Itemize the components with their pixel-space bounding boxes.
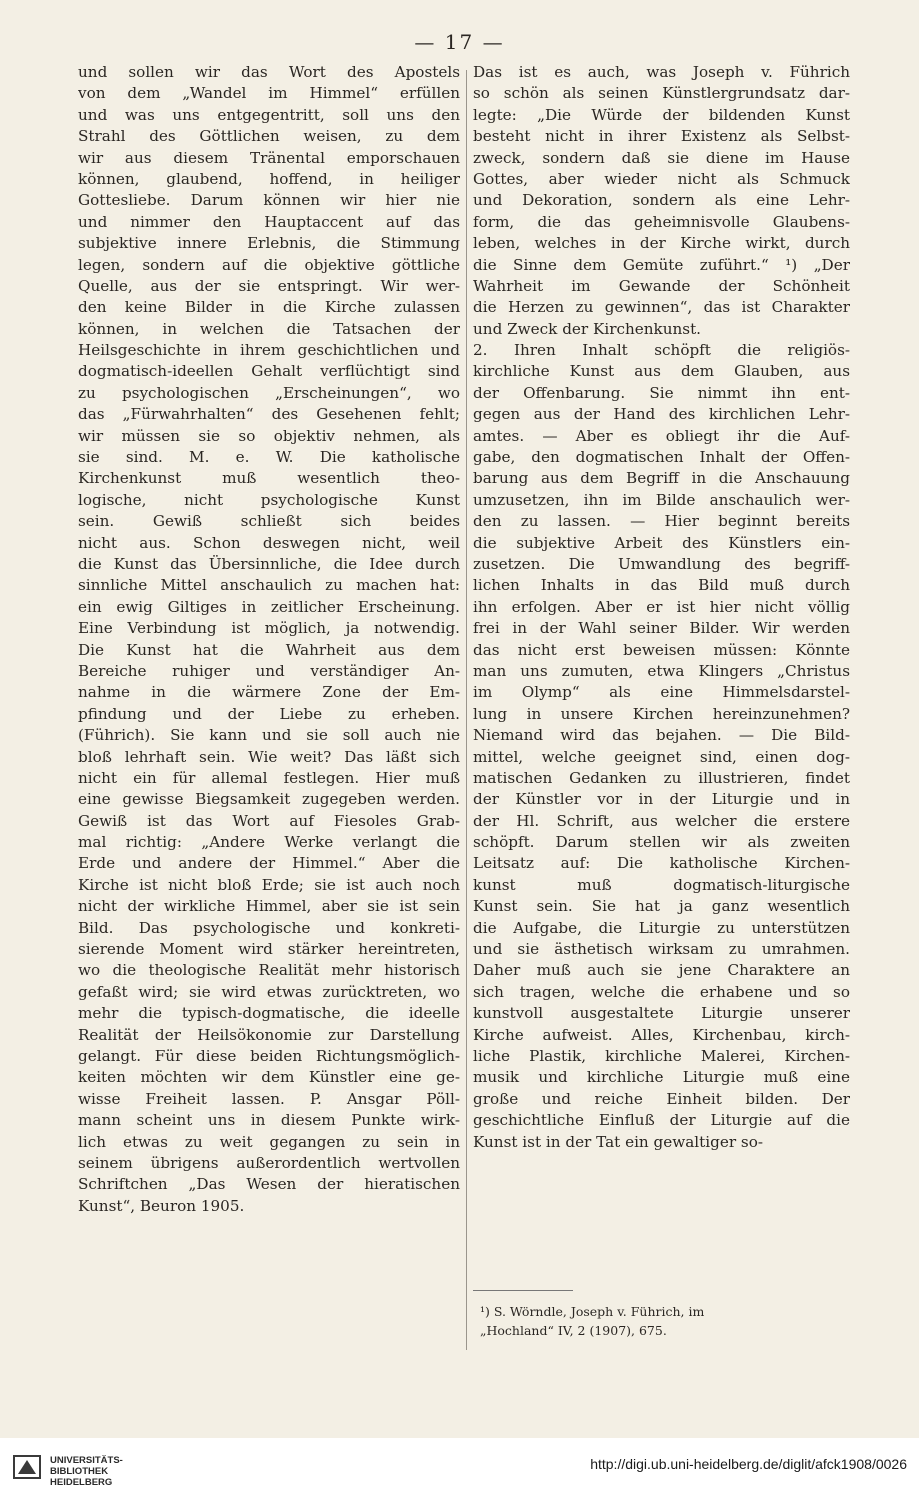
text-line: gabe, den dogmatischen Inhalt der Offen- [473,448,850,467]
logo-line-3: HEIDELBERG [50,1477,113,1488]
text-line: ¹) S. Wörndle, Joseph v. Führich, im [480,1304,705,1319]
text-line: mann scheint uns in diesem Punkte wirk- [78,1111,460,1130]
library-logo-icon [12,1452,42,1482]
text-line: Kunst ist in der Tat ein gewaltiger so- [473,1132,763,1151]
text-line: musik und kirchliche Liturgie muß eine [473,1068,850,1087]
text-line: Gottes, aber wieder nicht als Schmuck [473,169,850,188]
text-line: nicht aus. Schon deswegen nicht, weil [78,533,460,552]
text-line: Kunst“, Beuron 1905. [78,1196,245,1215]
text-line: lichen Inhalts in das Bild muß durch [473,576,850,595]
text-line: seinem übrigens außerordentlich wertvollen [78,1153,460,1172]
text-line: den keine Bilder in die Kirche zulassen [78,298,460,317]
text-line: Strahl des Göttlichen weisen, zu dem [78,127,460,146]
text-line: und sollen wir das Wort des Apostels [78,63,460,81]
text-line: ein ewig Giltiges in zeitlicher Erscheinung. [78,597,460,616]
text-line: die Sinne dem Gemüte zuführt.“ ¹) „Der [473,255,850,274]
text-line: (Führich). Sie kann und sie soll auch nie [78,726,460,745]
text-line: schöpft. Darum stellen wir als zweiten [473,833,850,852]
text-line: mal richtig: „Andere Werke verlangt die [78,833,460,852]
text-line: Das ist es auch, was Joseph v. Führich [473,63,850,81]
text-line: Kunst sein. Sie hat ja ganz wesentlich [473,897,850,916]
text-line: besteht nicht in ihrer Existenz als Selbst- [473,127,850,146]
text-line: kunstvoll ausgestaltete Liturgie unserer [473,1004,850,1023]
text-line: logische, nicht psychologische Kunst [78,490,460,509]
text-line: liche Plastik, kirchliche Malerei, Kirchen- [473,1046,850,1065]
text-line: mehr die typisch-dogmatische, die ideelle [78,1004,460,1023]
text-line: frei in der Wahl seiner Bilder. Wir werden [473,619,850,638]
left-column [78,62,460,1217]
text-line: Heilsgeschichte in ihrem geschichtlichen und [78,341,460,360]
text-line: Schriftchen „Das Wesen der hieratischen [78,1175,460,1194]
text-line: die subjektive Arbeit des Künstlers ein- [473,533,850,552]
text-line: können, in welchen die Tatsachen der [78,319,460,338]
text-line: form, die das geheimnisvolle Glaubens- [473,212,850,231]
text-line: wo die theologische Realität mehr historisch [78,961,460,980]
text-line: große und reiche Einheit bilden. Der [473,1089,850,1108]
text-line: dogmatisch-ideellen Gehalt verflüchtigt sind [78,362,460,381]
text-line: amtes. — Aber es obliegt ihr die Auf- [473,426,850,445]
page-number: — 17 — [414,30,505,54]
text-line: Eine Verbindung ist möglich, ja notwendig. [78,619,460,638]
text-line: Daher muß auch sie jene Charaktere an [473,961,850,980]
text-line: Gottesliebe. Darum können wir hier nie [78,191,460,210]
text-line: eine gewisse Biegsamkeit zugegeben werden. [78,790,460,809]
text-line: bloß lehrhaft sein. Wie weit? Das läßt sich [78,747,460,766]
text-line: legen, sondern auf die objektive göttliche [78,255,460,274]
text-line: lung in unsere Kirchen hereinzunehmen? [473,704,850,723]
text-line: gegen aus der Hand des kirchlichen Lehr- [473,405,850,424]
text-line: zweck, sondern daß sie diene im Hause [473,148,850,167]
text-line: kirchliche Kunst aus dem Glauben, aus [473,362,850,381]
text-line: leben, welches in der Kirche wirkt, durch [473,234,850,253]
text-line: wisse Freiheit lassen. P. Ansgar Pöll- [78,1089,460,1108]
text-line: und was uns entgegentritt, soll uns den [78,105,460,124]
text-line: Kirchenkunst muß wesentlich theo- [78,469,460,488]
text-line: mittel, welche geeignet sind, einen dog- [473,747,850,766]
text-line: lich etwas zu weit gegangen zu sein in [78,1132,460,1151]
text-line: nicht ein für allemal festlegen. Hier muß [78,768,460,787]
text-line: 2. Ihren Inhalt schöpft die religiös- [473,341,850,360]
text-line: und Zweck der Kirchenkunst. [473,319,701,338]
text-line: Leitsatz auf: Die katholische Kirchen- [473,854,850,873]
text-line: wir aus diesem Tränental emporschauen [78,148,460,167]
text-line: barung aus dem Begriff in die Anschauung [473,469,850,488]
text-line: kunst muß dogmatisch-liturgische [473,875,850,894]
text-line: der Hl. Schrift, aus welcher die erstere [473,811,850,830]
text-line: geschichtliche Einfluß der Liturgie auf die [473,1111,850,1130]
footnote-rule [473,1290,573,1291]
text-line: Bereiche ruhiger und verständiger An- [78,661,460,680]
text-line: von dem „Wandel im Himmel“ erfüllen [78,84,460,103]
text-line: Quelle, aus der sie entspringt. Wir wer- [78,276,460,295]
text-line: zusetzen. Die Umwandlung des begriff- [473,554,850,573]
text-line: im Olymp“ als eine Himmelsdarstel- [473,683,850,702]
text-line: und sie ästhetisch wirksam zu umrahmen. [473,940,850,959]
text-line: gelangt. Für diese beiden Richtungsmöglich- [78,1046,460,1065]
text-line: umzusetzen, ihn im Bilde anschaulich wer- [473,490,850,509]
text-line: Kirche aufweist. Alles, Kirchenbau, kirch- [473,1025,850,1044]
text-line: man uns zumuten, etwa Klingers „Christus [473,661,850,680]
text-line: und nimmer den Hauptaccent auf das [78,212,460,231]
text-line: sein. Gewiß schließt sich beides [78,512,460,531]
column-divider [466,70,467,1350]
right-column [473,62,850,1153]
text-line: sinnliche Mittel anschaulich zu machen hat: [78,576,460,595]
text-line: Die Kunst hat die Wahrheit aus dem [78,640,460,659]
text-line: nicht der wirkliche Himmel, aber sie ist sein [78,897,460,916]
text-line: die Kunst das Übersinnliche, die Idee durch [78,554,460,573]
text-line: das nicht erst beweisen müssen: Könnte [473,640,850,659]
text-line: die Herzen zu gewinnen“, das ist Charakter [473,298,850,317]
logo-line-1: UNIVERSITÄTS- [50,1455,123,1466]
text-line: „Hochland“ IV, 2 (1907), 675. [480,1323,667,1338]
text-line: Niemand wird das bejahen. — Die Bild- [473,726,850,745]
text-line: den zu lassen. — Hier beginnt bereits [473,512,850,531]
text-line: legte: „Die Würde der bildenden Kunst [473,105,850,124]
text-line: das „Fürwahrhalten“ des Gesehenen fehlt; [78,405,460,424]
text-line: Bild. Das psychologische und konkreti- [78,918,460,937]
footnote [480,1302,850,1340]
text-line: Erde und andere der Himmel.“ Aber die [78,854,460,873]
text-line: pfindung und der Liebe zu erheben. [78,704,460,723]
text-line: können, glaubend, hoffend, in heiliger [78,169,460,188]
logo-line-2: BIBLIOTHEK [50,1466,109,1477]
text-line: der Künstler vor in der Liturgie und in [473,790,850,809]
text-line: gefaßt wird; sie wird etwas zurücktreten, wo [78,982,460,1001]
text-line: nahme in die wärmere Zone der Em- [78,683,460,702]
text-line: subjektive innere Erlebnis, die Stimmung [78,234,460,253]
text-line: und Dekoration, sondern als eine Lehr- [473,191,850,210]
text-line: sie sind. M. e. W. Die katholische [78,448,460,467]
text-line: Wahrheit im Gewande der Schönheit [473,276,850,295]
text-line: so schön als seinen Künstlergrundsatz dar- [473,84,850,103]
library-logo-text [50,1455,123,1488]
text-line: sierende Moment wird stärker hereintreten, [78,940,460,959]
source-url[interactable]: http://digi.ub.uni-heidelberg.de/diglit/afck1908/0026 [590,1456,907,1472]
text-line: die Aufgabe, die Liturgie zu unterstützen [473,918,850,937]
text-line: ihn erfolgen. Aber er ist hier nicht völlig [473,597,850,616]
text-line: Kirche ist nicht bloß Erde; sie ist auch noch [78,875,460,894]
text-line: der Offenbarung. Sie nimmt ihn ent- [473,383,850,402]
text-line: Realität der Heilsökonomie zur Darstellung [78,1025,460,1044]
text-line: sich tragen, welche die erhabene und so [473,982,850,1001]
text-line: matischen Gedanken zu illustrieren, findet [473,768,850,787]
text-line: zu psychologischen „Erscheinungen“, wo [78,383,460,402]
text-line: keiten möchten wir dem Künstler eine ge- [78,1068,460,1087]
text-line: Gewiß ist das Wort auf Fiesoles Grab- [78,811,460,830]
text-line: wir müssen sie so objektiv nehmen, als [78,426,460,445]
footer-bar [0,1438,919,1508]
